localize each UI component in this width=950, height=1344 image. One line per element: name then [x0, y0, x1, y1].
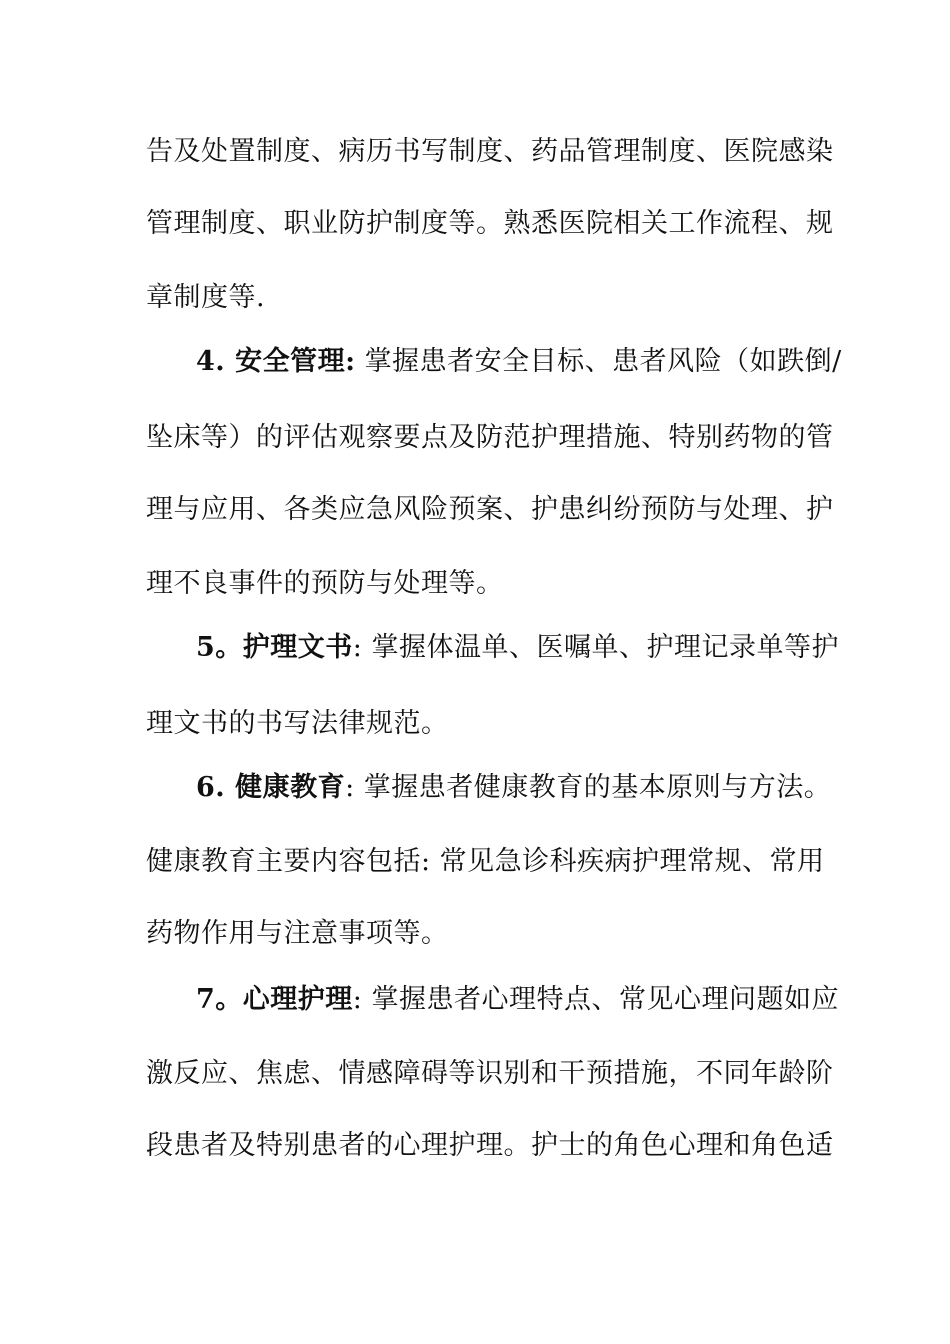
section-4-first-line: [196, 342, 842, 382]
paragraph-line: 理文书的书写法律规范。: [146, 708, 449, 739]
section-7-first-line: [196, 980, 839, 1020]
section-7-heading: 7。心理护理: [196, 984, 353, 1015]
paragraph-line: 告及处置制度、病历书写制度、药品管理制度、医院感染: [146, 136, 834, 167]
section-5-text: : 掌握体温单、医嘱单、护理记录单等护: [352, 632, 839, 663]
section-7-text: : 掌握患者心理特点、常见心理问题如应: [352, 984, 839, 1015]
paragraph-line: 理与应用、各类应急风险预案、护患纠纷预防与处理、护: [146, 494, 834, 525]
section-6-first-line: [196, 768, 832, 808]
section-4-text: 掌握患者安全目标、患者风险（如跌倒/: [355, 346, 842, 377]
paragraph-line: 段患者及特别患者的心理护理。护士的角色心理和角色适: [146, 1130, 834, 1161]
paragraph-line: 坠床等）的评估观察要点及防范护理措施、特别药物的管: [146, 422, 834, 453]
paragraph-line: 药物作用与注意事项等。: [146, 918, 449, 949]
section-4-heading: 4. 安全管理:: [196, 346, 356, 377]
section-6-text: : 掌握患者健康教育的基本原则与方法。: [345, 772, 832, 803]
paragraph-line: 章制度等.: [146, 282, 266, 313]
section-5-heading: 5。护理文书: [196, 632, 353, 663]
paragraph-line: 健康教育主要内容包括: 常见急诊科疾病护理常规、常用: [146, 846, 825, 877]
paragraph-line: 激反应、焦虑、情感障碍等识别和干预措施，不同年龄阶: [146, 1058, 834, 1089]
paragraph-line: 管理制度、职业防护制度等。熟悉医院相关工作流程、规: [146, 208, 834, 239]
paragraph-line: 理不良事件的预防与处理等。: [146, 568, 504, 599]
section-6-heading: 6. 健康教育: [196, 772, 346, 803]
section-5-first-line: [196, 628, 839, 668]
